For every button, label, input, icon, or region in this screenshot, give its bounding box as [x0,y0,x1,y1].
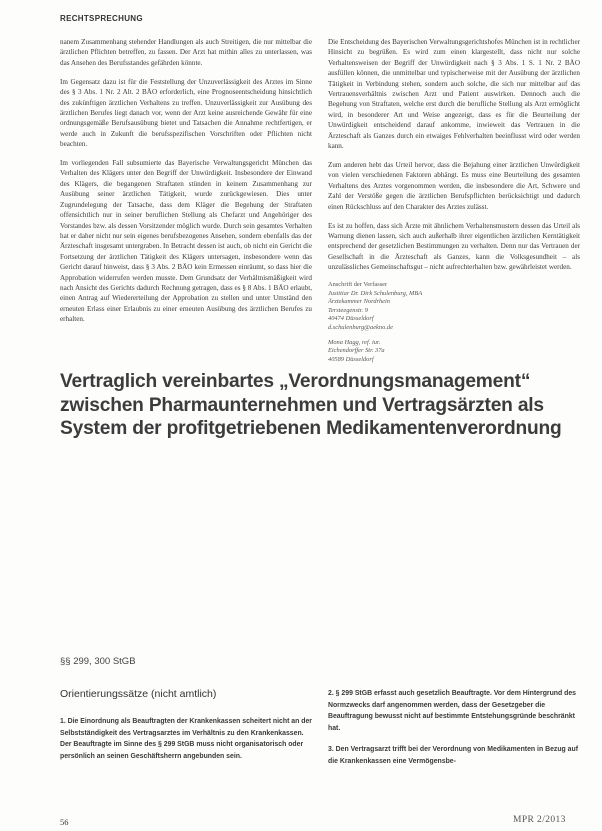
guiding-principles-right [328,688,580,778]
left-text-column [60,37,312,333]
left-paragraph: Im vorliegenden Fall subsumierte das Bayerische Verwaltungsgericht München das Verhalten des Klägers unter den Begriff der Unwürdigkeit. Insbesondere der Einwand des Klägers, die begangenen Straftaten stünden in keinem Zusammenhang zur Ausübung seiner ärztlichen Tätigkeit, wurde zurückgewiesen. Dies unter Zugrundelegung der Tatsache, dass dem Kläger die Begehung der Straftaten offensichtlich nur in seiner beruflichen Stellung als Chefarzt und Angehöriger des Vorstandes bzw. als dessen Vorsitzender möglich wurde. Durch sein gesamtes Verhalten hat er daher nicht nur sein eigenes berufsbezogenes Ansehen, sondern ebenfalls das der Ärzteschaft insgesamt untergraben. In Betracht dessen ist auch, ob nicht ein Gericht die Fortsetzung der ärztlichen Tätigkeit des Klägers untersagen, insbesondere wenn das Gericht darauf hinweist, dass § 3 Abs. 2 BÄO kein Ermessen einräumt, so dass hier die Approbation widerrufen werden musste. Dem Grundsatz der Verhältnismäßigkeit wird nach Ansicht des Gerichts dadurch Rechnung getragen, dass es § 8 Abs. 1 BÄO erlaubt, einen Antrag auf Wiedererteilung der Approbation zu stellen und unter Umständ den erneuten Erlass einer Erlaubnis zu einer erneuten Ausübung des ärztlichen Berufes zu erhalten. [60,159,312,324]
right-paragraph: Zum anderen hebt das Urteil hervor, dass die Bejahung einer ärztlichen Unwürdigkeit von vielen verschiedenen Faktoren abhängt. Es muss eine Beurteilung des gesamten Verhaltens des Arztes vorgenommen werden, die insbesondere die Art, Schwere und Zahl der Verstöße gegen die ärztlichen Berufspflichten berücksichtigt und dadurch einen Rückschluss auf den Charakter des Arztes zulässt. [328,160,580,211]
address-line: Justitiar Dr. Dirk Schulenburg, MBA [328,289,423,297]
address-line: Mona Hagg, ref. iur. [328,338,381,346]
page-number: 56 [60,817,69,827]
guiding-principle: 2. § 299 StGB erfasst auch gesetzlich Beauftragte. Vor dem Hintergrund des Normzwecks darf angenommen werden, dass der Gesetzgeber die Beauftragung bewusst nicht auf bestimmte Entstehungsgründe beschränkt hat. [328,690,577,732]
right-paragraph: Es ist zu hoffen, dass sich Ärzte mit ähnlichem Verhaltensmustern dessen das Urteil als Warnung dienen lassen, sich auch außerhalb ihrer eigentlichen ärztlichen Kerntätigkeit entsprechend der gesetzlichen Bestimmungen zu verhalten. Denn nur das Vertrauen der Gesellschaft in die Ärzteschaft als Ganzes, kann die Volksgesundheit – als unzulässliches Gemeinschaftsgut – nicht aufrechterhalten bzw. gewährleistet werden. [328,221,580,272]
address-line: Ärztekammer Nordrhein [328,298,390,306]
statute-reference: §§ 299, 300 StGB [60,656,136,667]
section-title: Orientierungssätze (nicht amtlich) [60,688,217,700]
left-paragraph: nanem Zusammenhang stehender Handlungen als auch Streitigen, die nur mittelbar die ärztlichen Pflichten betreffen, zu fassen. Der Arzt hat mithin alles zu unterlassen, was das Ansehen des Berufsstandes gefährden könnte. [60,38,312,67]
right-text-column [328,37,580,364]
address-heading: Anschrift der Verfasser [328,281,388,289]
address-line: 40589 Düsseldorf [328,355,374,363]
headline-line: Vertraglich vereinbartes „Verordnungsmanagement“ [60,371,531,392]
guiding-principles-left [60,716,312,772]
left-paragraph: Im Gegensatz dazu ist für die Feststellung der Unzuverlässigkeit des Arztes im Sinne des § 3 Abs. 1 Nr. 2 Alt. 2 BÄO erforderlich, eine Prognoseentscheidung hinsichtlich des zukünftigen ärztlichen Verhaltens zu treffen. Unzuverlässigkeit zur Ausübung des ärztlichen Berufes liegt danach vor, wenn der Arzt keine ausreichende Gewähr für eine ordnungsgemäße Berufsausübung bietet und Tatsachen die Annahme rechtfertigen, er werde auch in Zukunft die berufsspezifischen Vorschriften oder Pflichten nicht beachten. [60,77,312,149]
running-head: RECHTSPRECHUNG [60,14,143,23]
address-line: 40474 Düsseldorf [328,315,374,323]
headline-line: System der profitgetriebenen Medikamentenverordnung [60,418,562,439]
right-paragraph: Die Entscheidung des Bayerischen Verwaltungsgerichtshofes München ist in rechtlicher Hinsicht zu begrüßen. Es wird zum einen klargestellt, dass nicht nur solche Verhaltensweisen der Begriff der Unwürdigkeit nach § 3 Abs. 1 S. 1 Nr. 2 BÄO ausfüllen können, die unmittelbar und typischerweise mit der Ausübung der ärztlichen Tätigkeit in Verbindung stehen, sondern auch solche, die sich nur mittelbar auf das Vertrauensverhältnis zwischen Arzt und Patient auswirken. Dennoch auch die Begehung von Straftaten, welche erst durch die berufliche Stellung als Arzt ermöglicht wird, in besonderer Art und Weise angezeigt, dass es für die Beurteilung der Unwürdigkeit entscheidend darauf ankomme, inwieweit das Vertrauen in die Ärzteschaft als Ganzes durch ein etwaiges Fehlverhalten beeinflusst wird oder werden kann. [328,38,580,151]
journal-issue: MPR 2/2013 [513,815,566,825]
headline-line: zwischen Pharmaunternehmen und Vertragsärzten als [60,394,544,416]
guiding-principle: 1. Die Einordnung als Beauftragten der Krankenkassen scheitert nicht an der Selbstständigkeit des Vertragsarztes im Verhältnis zu den Krankenkassen. Der Beauftragte im Sinne des § 299 StGB muss nicht organisatorisch oder persönlich an seinen Geschäftsherrn angebunden sein. [60,718,312,760]
article-headline [60,370,590,441]
author-address-block [328,281,580,364]
address-line: Tersteegenstr. 9 [328,306,368,314]
address-line: Eichendorffer Str. 37a [328,347,385,355]
address-email: d.schulenburg@aekno.de [328,324,393,331]
guiding-principle: 3. Den Vertragsarzt trifft bei der Verordnung von Medikamenten in Bezug auf die Krankenkassen eine Vermögensbe- [328,746,579,765]
